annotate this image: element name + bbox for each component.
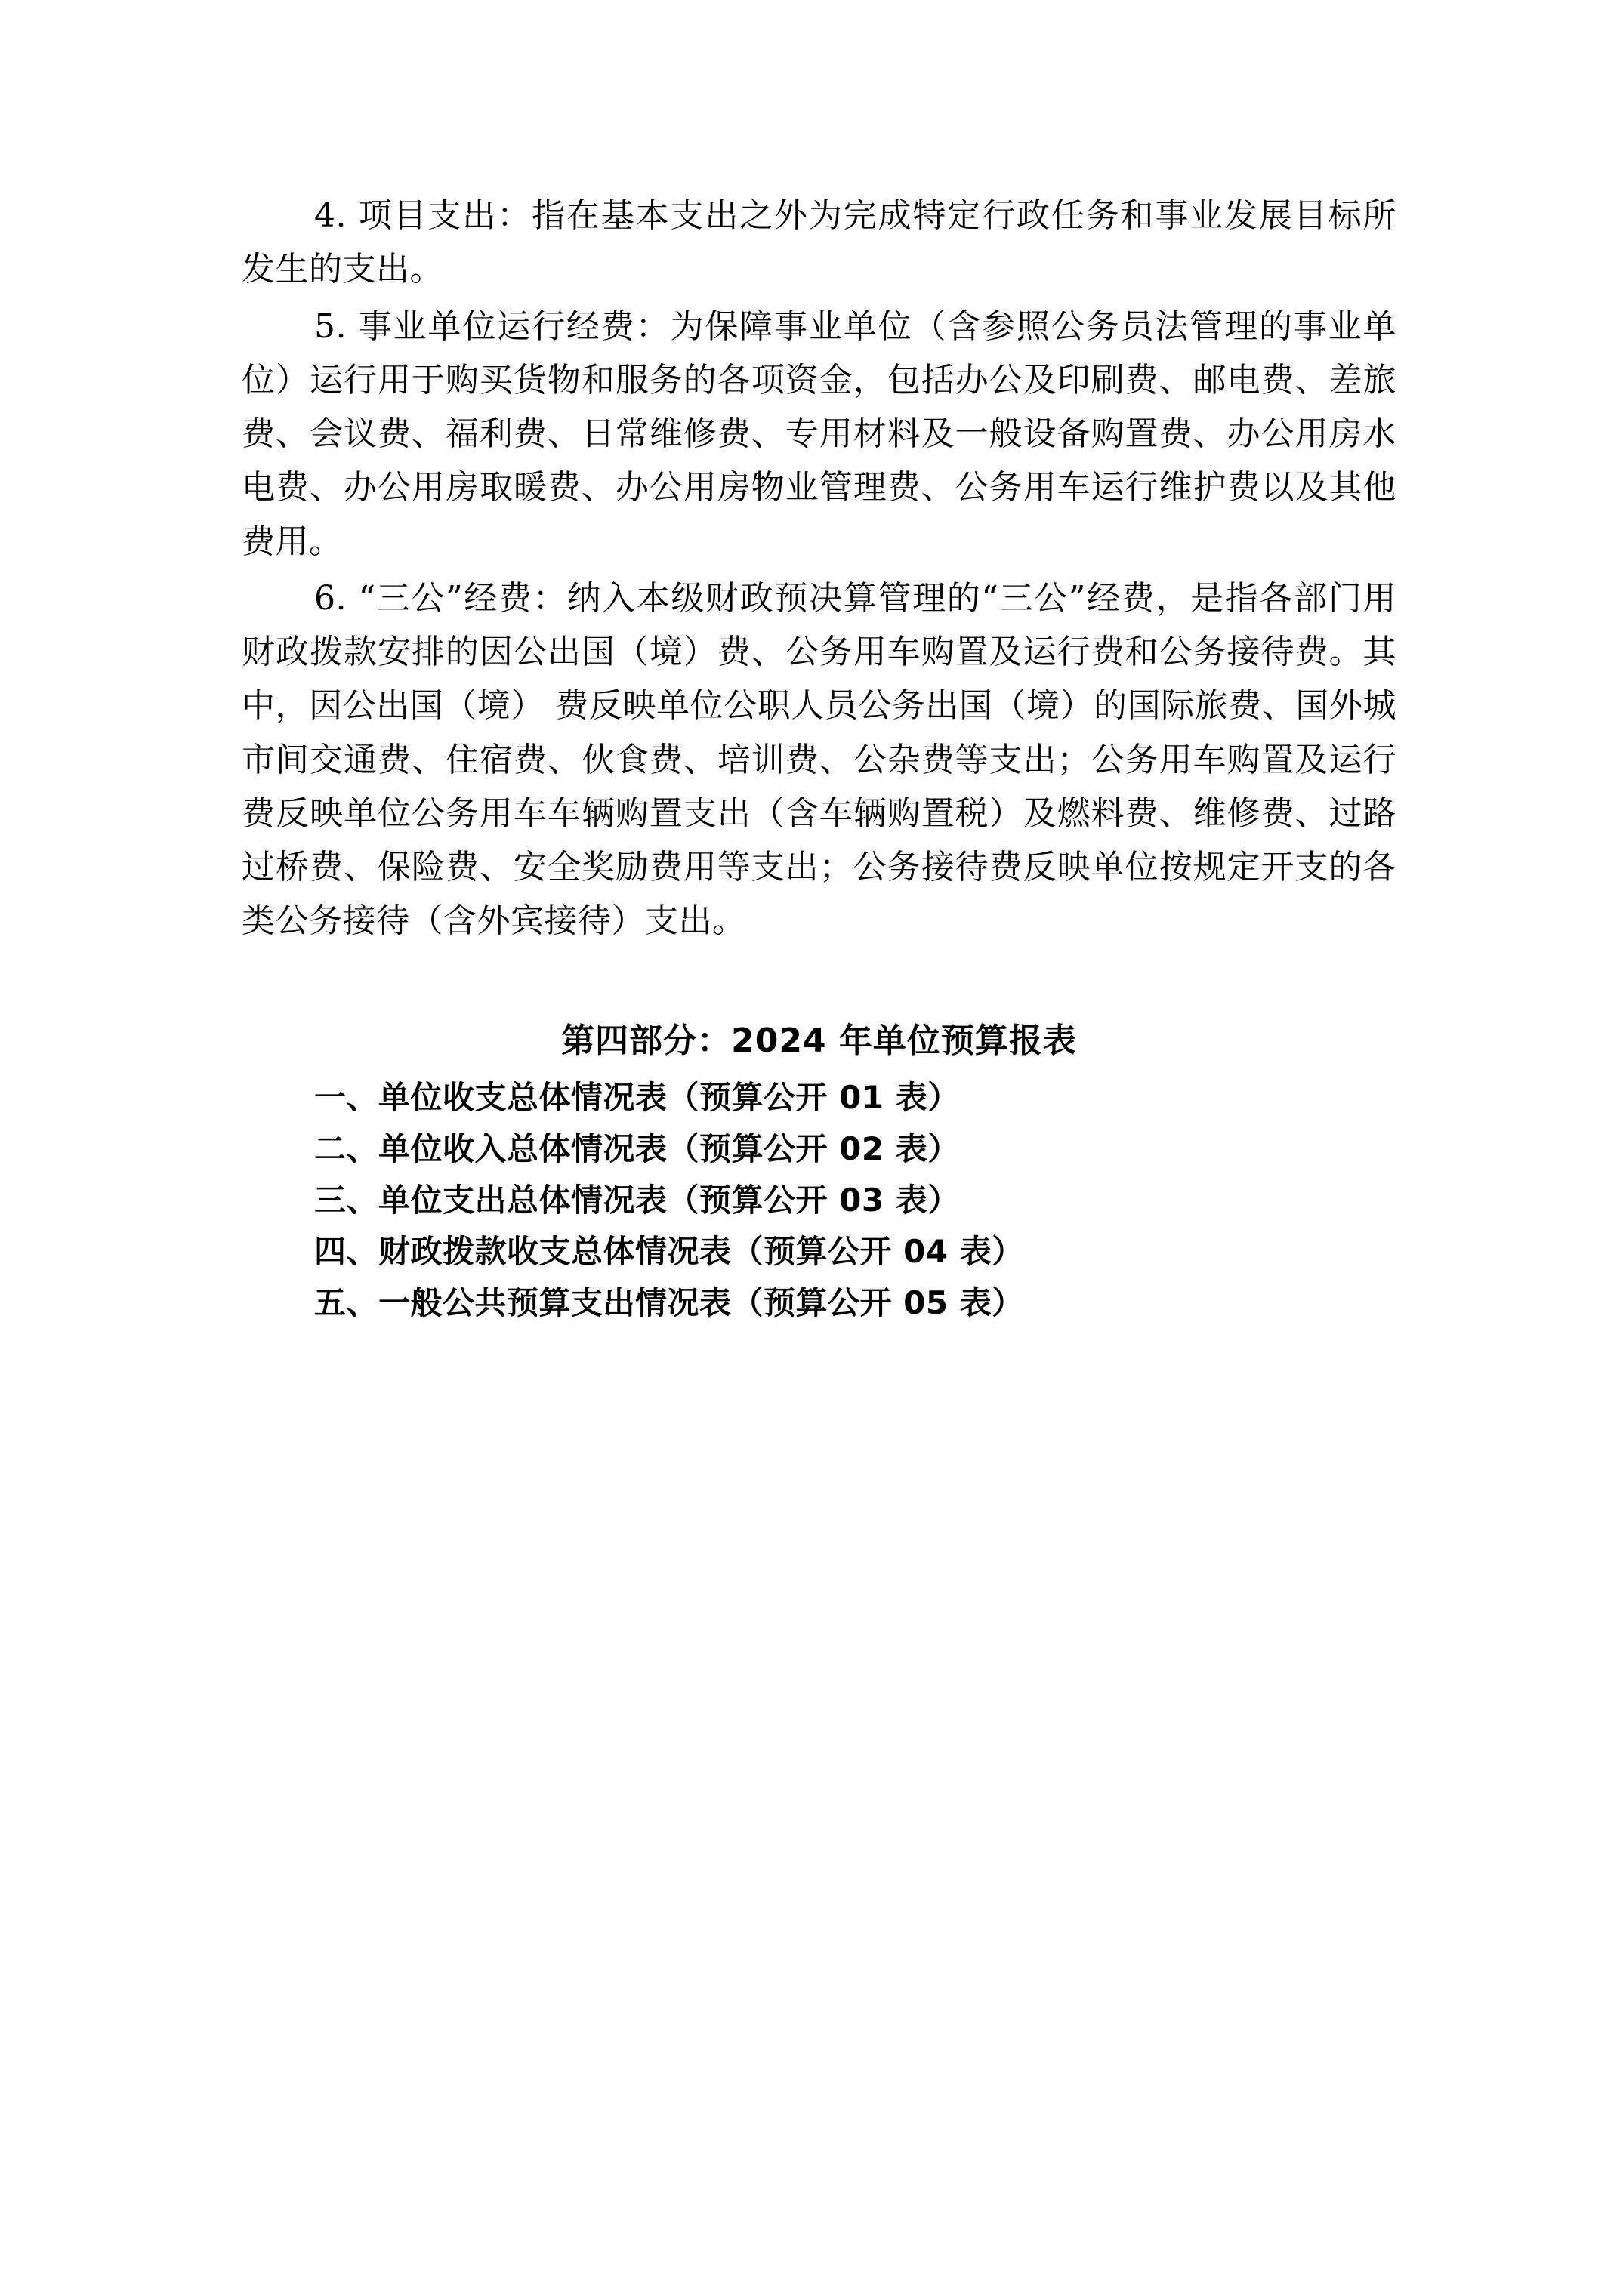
toc-entry-4: 四、财政拨款收支总体情况表（预算公开 04 表） [314,1232,1024,1270]
toc-entry-5: 五、一般公共预算支出情况表（预算公开 05 表） [314,1284,1024,1321]
section-heading: 第四部分：2024 年单位预算报表 [561,1021,1077,1060]
paragraph-item-4: 4. 项目支出：指在基本支出之外为完成特定行政任务和事业发展目标所发生的支出。 [242,196,1396,289]
paragraph-item-6: 6. “三公”经费：纳入本级财政预决算管理的“三公”经费，是指各部门用财政拨款安排的因公出国（境）费、公务用车购置及运行费和公务接待费。其中，因公出国（境） 费反映单位公职人员公务出国（境）的国际旅费、国外城市间交通费、住宿费、伙食费、培训费、公杂费等支出；公务用车购置及运行费反映单位公务用车车辆购置支出（含车辆购置税）及燃料费、维修费、过路过桥费、保险费、安全奖励费用等支出；公务接待费反映单位按规定开支的各类公务接待（含外宾接待）支出。 [242,578,1396,941]
toc-entry-3: 三、单位支出总体情况表（预算公开 03 表） [314,1181,960,1219]
paragraph-item-5: 5. 事业单位运行经费：为保障事业单位（含参照公务员法管理的事业单位）运行用于购买货物和服务的各项资金，包括办公及印刷费、邮电费、差旅费、会议费、福利费、日常维修费、专用材料及一般设备购置费、办公用房水电费、办公用房取暖费、办公用房物业管理费、公务用车运行维护费以及其他费用。 [242,307,1396,561]
toc-entry-1: 一、单位收支总体情况表（预算公开 01 表） [314,1078,960,1116]
toc-entry-2: 二、单位收入总体情况表（预算公开 02 表） [314,1130,960,1167]
